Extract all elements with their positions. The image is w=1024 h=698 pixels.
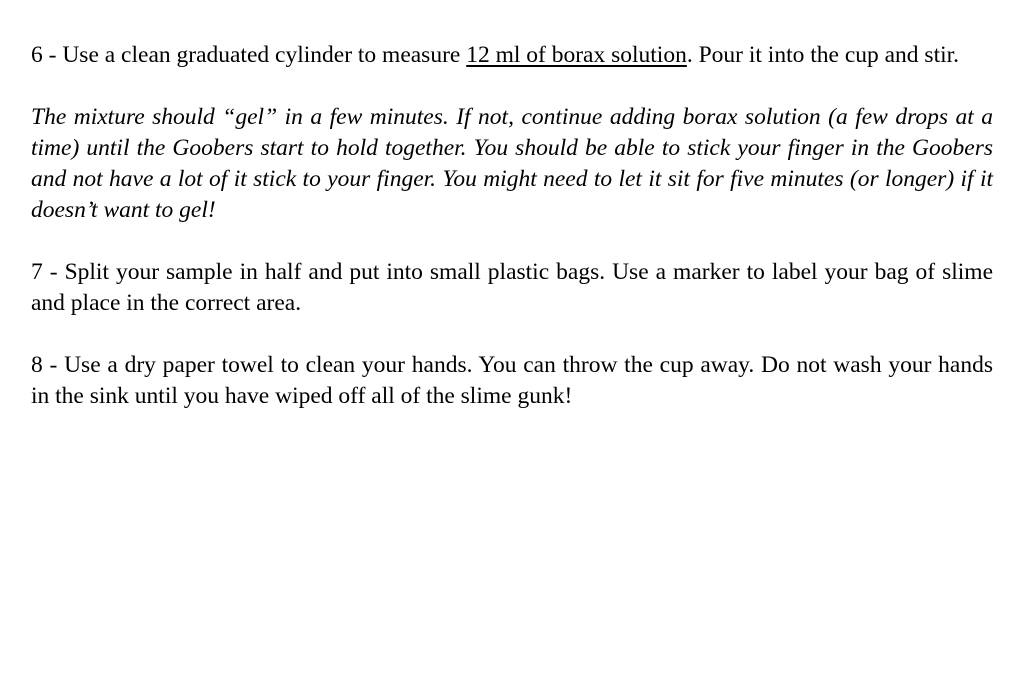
step-6-text-start: 6 - Use a clean graduated cylinder to measure xyxy=(31,42,467,68)
step-8-paragraph: 8 - Use a dry paper towel to clean your hands. You can throw the cup away. Do not wash your hands in the sink until you have wiped off all of the slime gunk! xyxy=(31,352,993,409)
document-page xyxy=(31,40,993,443)
borax-amount-underlined: 12 ml of borax solution xyxy=(466,42,687,68)
step-6-paragraph xyxy=(31,40,993,71)
step-6-text-end: . Pour it into the cup and stir. xyxy=(686,42,960,68)
step-7-paragraph: 7 - Split your sample in half and put into small plastic bags. Use a marker to label your bag of slime and place in the correct area. xyxy=(31,259,993,316)
gel-note-paragraph: The mixture should “gel” in a few minutes. If not, continue adding borax solution (a few drops at a time) until the Goobers start to hold together. You should be able to stick your finger in the Goobers and not have a lot of it stick to your finger. You might need to let it sit for five minutes (or longer) if it doesn’t want to gel! xyxy=(31,104,993,223)
